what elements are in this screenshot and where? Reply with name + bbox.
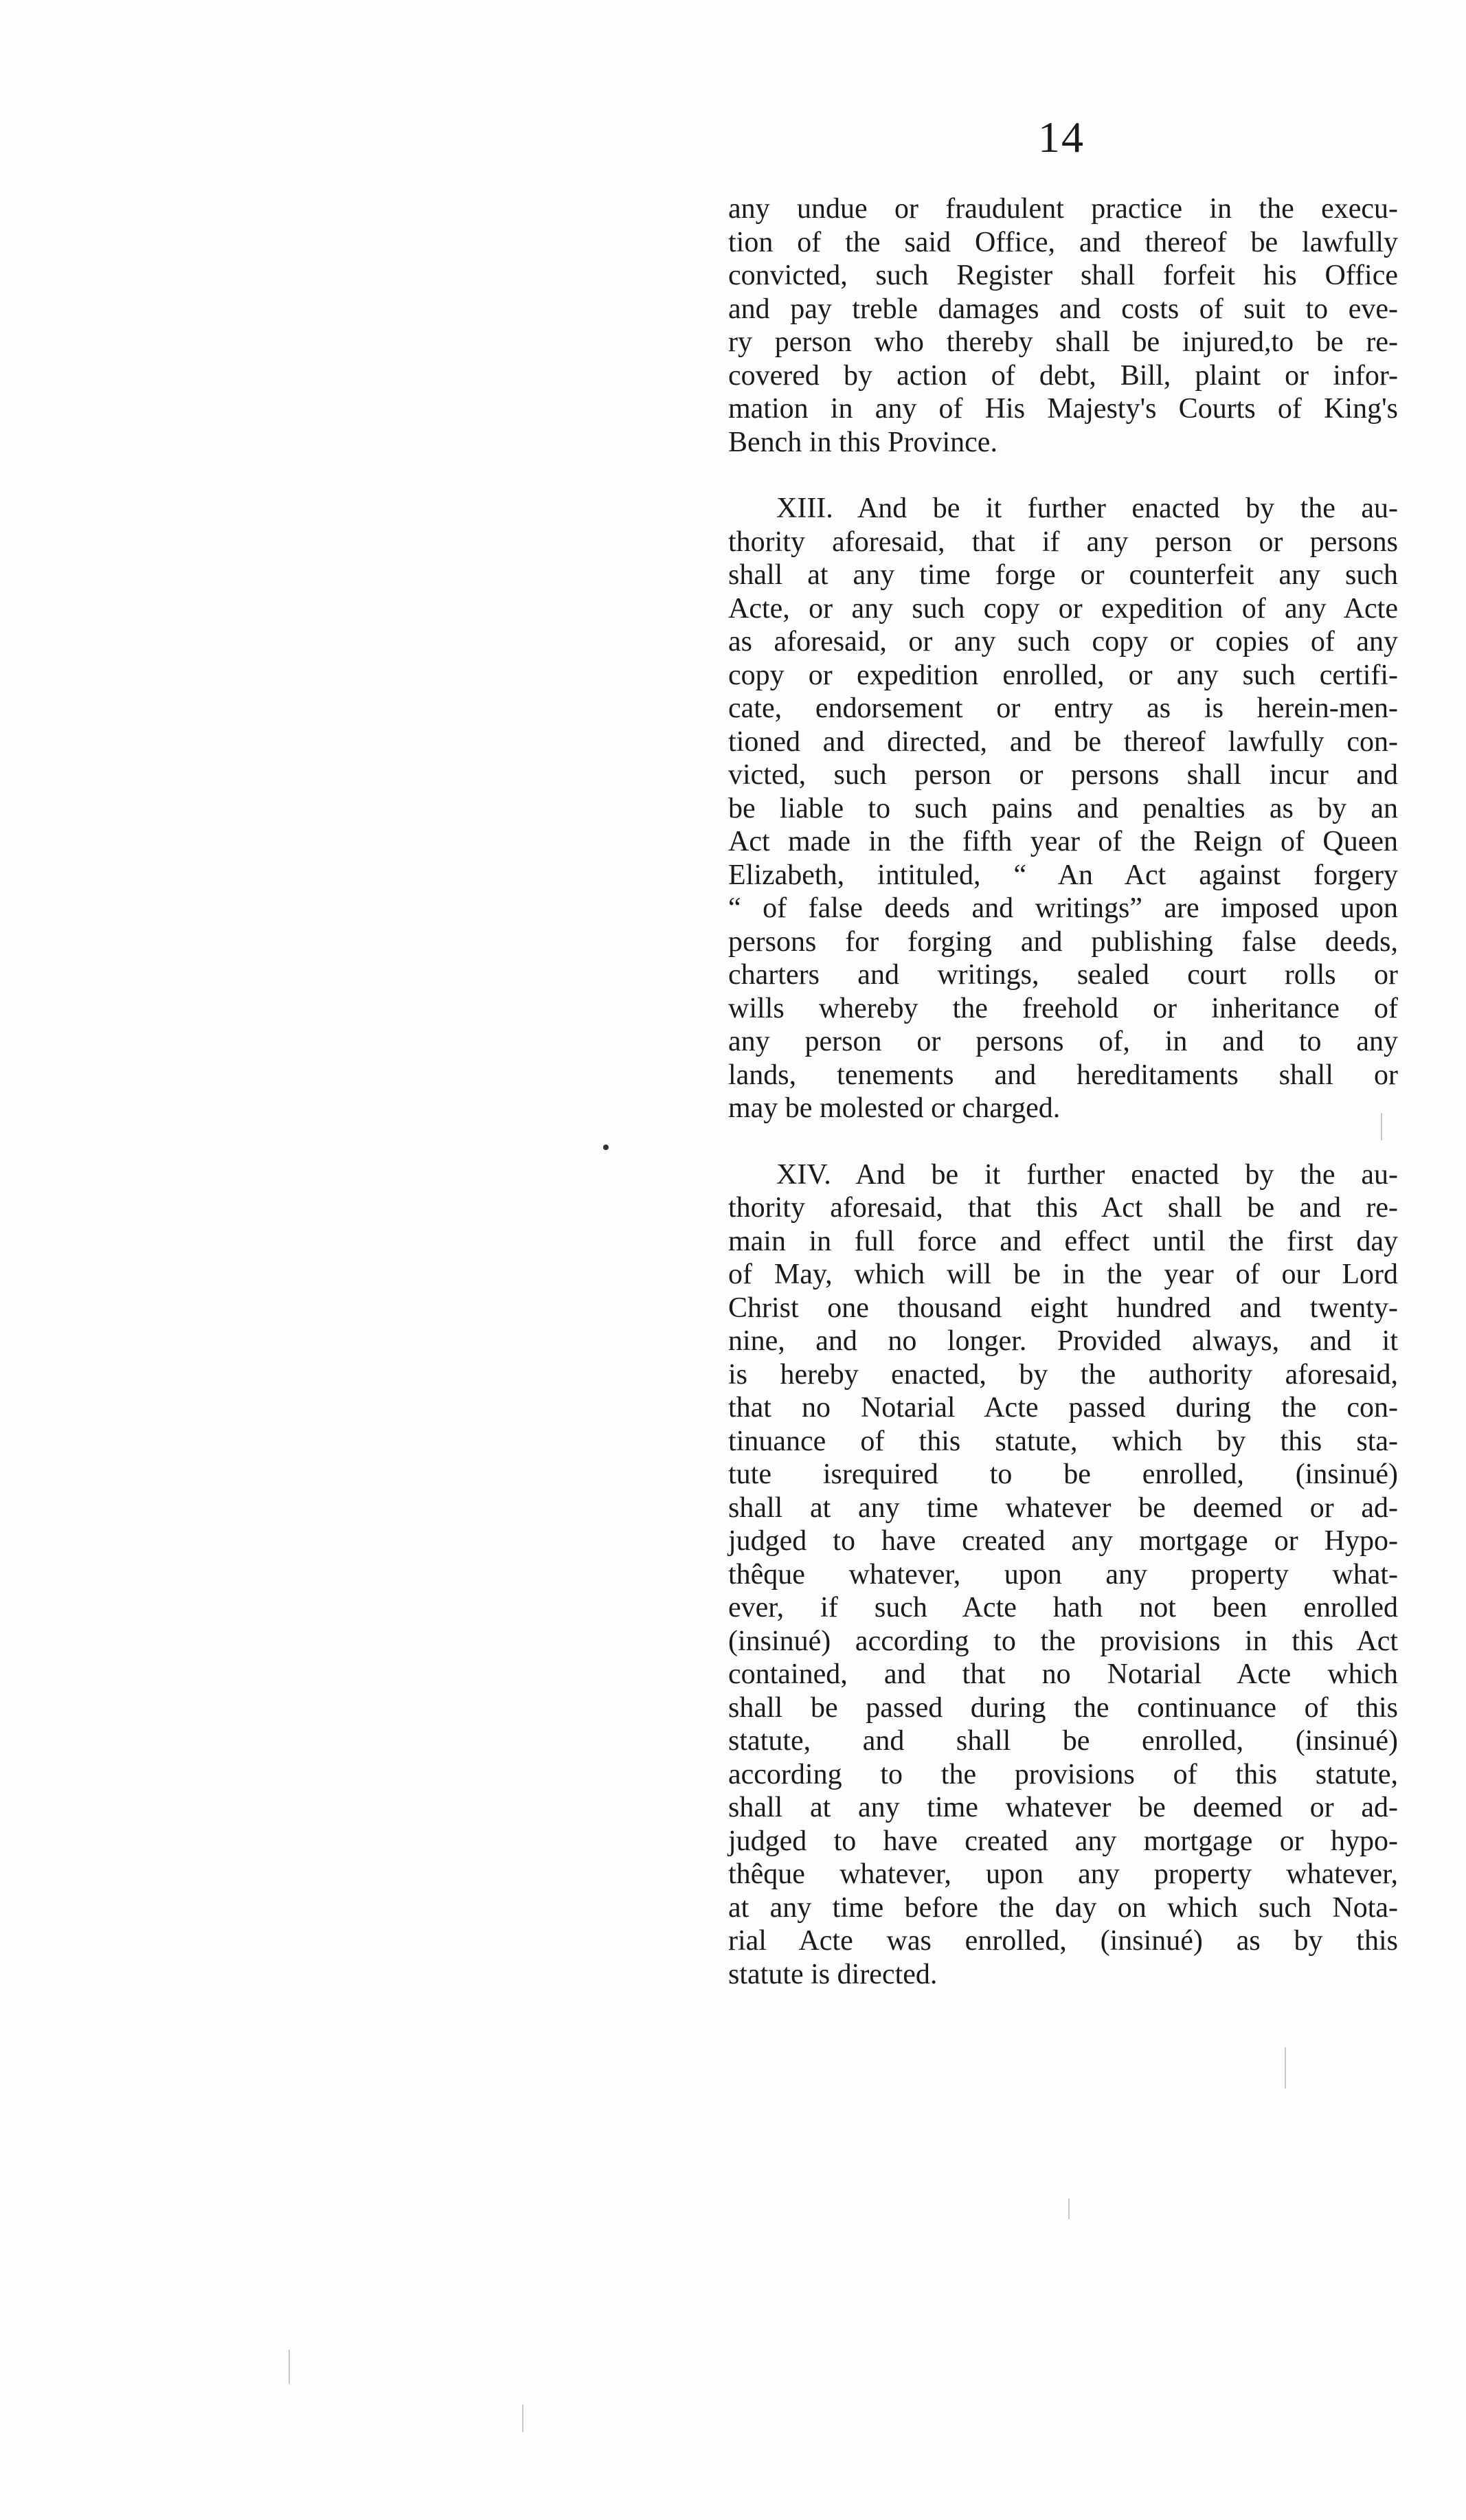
text-line: persons for forging and publishing false deeds, [728, 925, 1398, 958]
text-line: convicted, such Register shall forfeit his Office [728, 260, 1398, 291]
text-line: Bench in this Province. [728, 426, 997, 458]
text-line: shall at any time whatever be deemed or ad- [728, 1792, 1398, 1823]
text-line: copy or expedition enrolled, or any such certifi- [728, 659, 1398, 691]
text-line: Act made in the fifth year of the Reign of Queen [728, 826, 1398, 857]
text-line: main in full force and effect until the first day [728, 1225, 1398, 1257]
text-line: lands, tenements and hereditaments shall or [728, 1059, 1398, 1091]
paragraph-gap [728, 459, 1398, 492]
text-line: tion of the said Office, and thereof be lawfully [728, 226, 1398, 258]
text-line: tute isrequired to be enrolled, (insinué) [728, 1459, 1398, 1490]
text-line: (insinué) according to the provisions in this Act [728, 1625, 1398, 1657]
text-line: thêque whatever, upon any property whatever, [728, 1858, 1398, 1890]
text-line: thority aforesaid, that this Act shall be and re- [728, 1192, 1398, 1224]
text-line: ry person who thereby shall be injured,to be re- [728, 326, 1398, 358]
paragraph-gap [728, 1125, 1398, 1158]
text-line: thêque whatever, upon any property what- [728, 1558, 1398, 1590]
text-line: statute, and shall be enrolled, (insinué) [728, 1725, 1398, 1757]
text-line: wills whereby the freehold or inheritance of [728, 992, 1398, 1024]
text-line: at any time before the day on which such Nota- [728, 1891, 1398, 1924]
text-line: as aforesaid, or any such copy or copies of any [728, 626, 1398, 657]
text-line: any person or persons of, in and to any [728, 1026, 1398, 1057]
text-line: judged to have created any mortgage or Hypo- [728, 1525, 1398, 1557]
section-xiv [728, 1158, 1398, 1992]
text-line: shall at any time whatever be deemed or ad- [728, 1492, 1398, 1524]
stray-ink-mark: • [602, 1135, 610, 1160]
text-line: be liable to such pains and penalties as by an [728, 792, 1398, 824]
text-line: Elizabeth, intituled, “ An Act against forgery [728, 859, 1398, 891]
text-line: shall be passed during the continuance of this [728, 1691, 1398, 1724]
text-line: may be molested or charged. [728, 1092, 1061, 1124]
text-line: Christ one thousand eight hundred and twenty- [728, 1292, 1398, 1324]
paper-speck [1285, 2047, 1286, 2089]
text-line: XIV. And be it further enacted by the au- [776, 1158, 1398, 1191]
text-line: is hereby enacted, by the authority aforesaid, [728, 1358, 1398, 1391]
text-line: shall at any time forge or counterfeit any such [728, 559, 1398, 591]
paper-speck [1068, 2198, 1070, 2219]
paper-speck [1381, 1113, 1382, 1140]
paper-speck [289, 2350, 290, 2384]
text-line: judged to have created any mortgage or hypo- [728, 1825, 1398, 1857]
text-line: charters and writings, sealed court rolls or [728, 959, 1398, 991]
section-xiii [728, 492, 1398, 1125]
text-line: of May, which will be in the year of our Lord [728, 1259, 1398, 1290]
text-line: tinuance of this statute, which by this sta- [728, 1425, 1398, 1457]
text-line: covered by action of debt, Bill, plaint or infor- [728, 359, 1398, 392]
text-line: contained, and that no Notarial Acte which [728, 1658, 1398, 1690]
text-line: tioned and directed, and be thereof lawfully con- [728, 725, 1398, 758]
paper-speck [522, 2405, 523, 2432]
text-line: mation in any of His Majesty's Courts of King's [728, 393, 1398, 425]
text-line: victed, such person or persons shall incur and [728, 759, 1398, 791]
text-line: Acte, or any such copy or expedition of any Acte [728, 592, 1398, 625]
text-line: “ of false deeds and writings” are imposed upon [728, 892, 1398, 924]
text-line: and pay treble damages and costs of suit to eve- [728, 293, 1398, 325]
text-line: nine, and no longer. Provided always, and it [728, 1325, 1398, 1357]
text-line: ever, if such Acte hath not been enrolled [728, 1592, 1398, 1623]
text-line: statute is directed. [728, 1958, 938, 1990]
text-line: any undue or fraudulent practice in the execu- [728, 193, 1398, 225]
text-line: that no Notarial Acte passed during the con- [728, 1392, 1398, 1424]
text-line: thority aforesaid, that if any person or persons [728, 526, 1398, 558]
text-line: cate, endorsement or entry as is herein-men- [728, 693, 1398, 724]
page-number: 14 [1038, 113, 1085, 161]
text-line: according to the provisions of this statute, [728, 1758, 1398, 1790]
paragraph-continuation [728, 192, 1398, 459]
text-line: XIII. And be it further enacted by the au- [776, 493, 1398, 524]
text-column [728, 192, 1398, 1991]
text-line: rial Acte was enrolled, (insinué) as by this [728, 1925, 1398, 1957]
